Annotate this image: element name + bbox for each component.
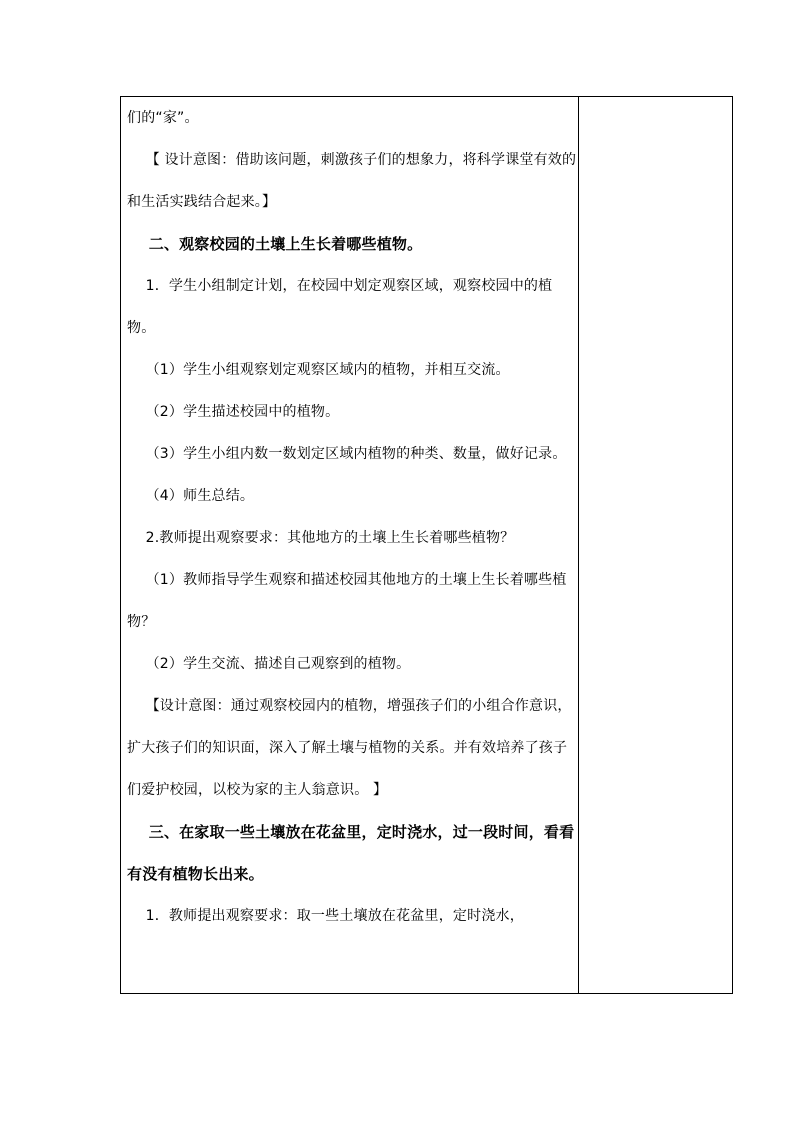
paragraph-7: （4）师生总结。 <box>127 488 255 504</box>
notes-cell <box>579 97 732 993</box>
paragraph-8: 2.教师提出观察要求：其他地方的土壤上生长着哪些植物？ <box>127 530 515 546</box>
lesson-content-cell <box>121 97 579 993</box>
paragraph-6: （3）学生小组内数一数划定区域内植物的种类、数量，做好记录。 <box>127 446 567 462</box>
paragraph-11: 【设计意图：通过观察校园内的植物，增强孩子们的小组合作意识，扩大孩子们的知识面，深入了解土壤与植物的关系。并有效培养了孩子们爱护校园，以校为家的主人翁意识。 】 <box>127 698 572 798</box>
paragraph-3: 1．学生小组制定计划，在校园中划定观察区域，观察校园中的植物。 <box>127 278 553 336</box>
paragraph-4: （1）学生小组观察划定观察区域内的植物，并相互交流。 <box>127 362 510 378</box>
paragraph-13: 1．教师提出观察要求：取一些土壤放在花盆里，定时浇水， <box>127 908 524 924</box>
lesson-table <box>120 96 733 994</box>
paragraph-1: 【 设计意图：借助该问题，刺激孩子们的想象力，将科学课堂有效的和生活实践结合起来。】 <box>127 152 577 210</box>
paragraph-10: （2）学生交流、描述自己观察到的植物。 <box>127 656 411 672</box>
paragraph-0: 们的“家”。 <box>127 110 199 126</box>
section-heading-3: 三、在家取一些土壤放在花盆里，定时浇水，过一段时间，看看有没有植物长出来。 <box>127 823 575 883</box>
section-heading-2: 二、观察校园的土壤上生长着哪些植物。 <box>127 235 423 253</box>
paragraph-5: （2）学生描述校园中的植物。 <box>127 404 340 420</box>
paragraph-9: （1）教师指导学生观察和描述校园其他地方的土壤上生长着哪些植物？ <box>127 572 567 630</box>
